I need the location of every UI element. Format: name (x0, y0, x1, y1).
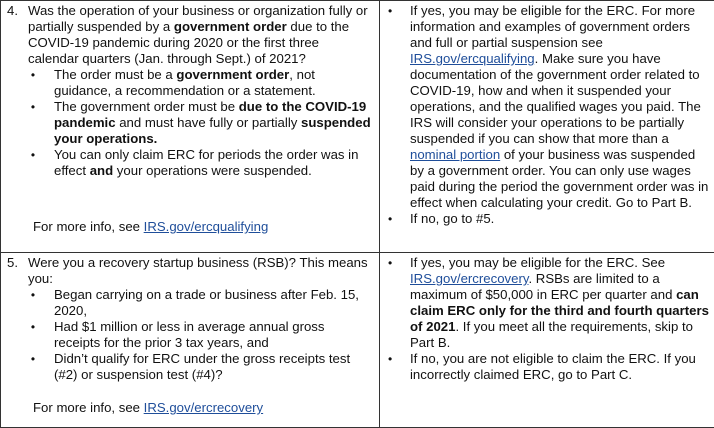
answer-text: . If you meet all the requirements, skip to Part B. (410, 319, 693, 350)
question-4-content (1, 1, 379, 252)
more-info-label: For more info, see (33, 400, 144, 415)
question-5-content (1, 253, 379, 427)
answer-no-item (388, 351, 710, 383)
question-text-part: due to the COVID-19 pandemic during 2020 or the first three calendar quarters (Jan. through Sept.) of 2021? (28, 19, 349, 66)
reference-link[interactable]: IRS.gov/ercqualifying (410, 51, 535, 66)
answer-text: If no, you are not eligible to claim the ERC. If you incorrectly claimed ERC, go to Part C. (410, 351, 696, 382)
criteria-bold-text: and (90, 163, 113, 178)
bullet-icon: • (388, 3, 392, 19)
answer-text: of your business was suspended by a government order. You can only use wages paid during the period the government order was in effect when calculating your credit. Go to Part B. (410, 147, 708, 210)
criteria-item (28, 319, 373, 351)
question-number: 5. (7, 255, 18, 271)
bullet-icon: • (28, 351, 38, 367)
criteria-item (28, 99, 373, 147)
more-info-line (33, 219, 268, 235)
criteria-text: , not guidance, a recommendation or a statement. (54, 67, 316, 98)
answer-4-content (380, 1, 714, 252)
answer-bold-text: can claim ERC only for the third and fourth quarters of 2021 (410, 287, 709, 334)
answer-yes-item (388, 3, 710, 211)
criteria-bold-text: suspended your operations. (54, 115, 371, 146)
criteria-text: The order must be a (54, 67, 176, 82)
answer-list (380, 1, 714, 227)
question-text-part: Were you a recovery startup business (RSB)? This means you: (28, 255, 368, 286)
table-row-4 (1, 1, 714, 253)
criteria-text: The government order must be (54, 99, 239, 114)
bullet-icon: • (388, 255, 392, 271)
answer-list (380, 253, 714, 383)
criteria-item (28, 287, 373, 319)
bullet-icon: • (388, 211, 392, 227)
answer-text: If no, go to #5. (410, 211, 494, 226)
bullet-icon: • (28, 67, 38, 83)
criteria-bold-text: government order (176, 67, 289, 82)
criteria-text: You can only claim ERC for periods the order was in effect (54, 147, 358, 178)
more-info-line (33, 400, 263, 416)
bullet-icon: • (388, 351, 392, 367)
criteria-item (28, 67, 373, 99)
bullet-icon: • (28, 147, 38, 163)
bullet-icon: • (28, 287, 38, 303)
question-text-part: Was the operation of your business or organization fully or partially suspended by a (28, 3, 368, 34)
answer-text: If yes, you may be eligible for the ERC. See (410, 255, 665, 270)
criteria-text: Began carrying on a trade or business after Feb. 15, 2020, (54, 287, 359, 318)
answer-no-item (388, 211, 710, 227)
table-row-5 (1, 253, 714, 428)
question-text (28, 253, 373, 383)
reference-link[interactable]: IRS.gov/ercrecovery (410, 271, 528, 286)
criteria-text: Had $1 million or less in average annual gross receipts for the prior 3 tax years, and (54, 319, 325, 350)
question-cell-5 (1, 253, 380, 428)
bullet-icon: • (28, 99, 38, 115)
criteria-text: Didn’t qualify for ERC under the gross receipts test (#2) or suspension test (#4)? (54, 351, 350, 382)
criteria-list (28, 287, 373, 383)
question-cell-4 (1, 1, 380, 253)
criteria-text: and must have fully or partially (116, 115, 301, 130)
question-text (28, 1, 373, 179)
answer-text: If yes, you may be eligible for the ERC. For more information and examples of government orders and full or partial suspension see (410, 3, 695, 50)
criteria-item (28, 147, 373, 179)
question-bold-text: government order (174, 19, 287, 34)
more-info-link[interactable]: IRS.gov/ercqualifying (144, 219, 269, 234)
criteria-item (28, 351, 373, 383)
answer-text: . Make sure you have documentation of the government order related to COVID-19, how and when it suspended your operations, and the qualified wages you paid. The IRS will consider your operations to be partially suspended if you can show that more than a (410, 51, 701, 146)
answer-cell-5 (380, 253, 714, 428)
question-number: 4. (7, 3, 18, 19)
criteria-text: your operations were suspended. (113, 163, 312, 178)
answer-text: . RSBs are limited to a maximum of $50,000 in ERC per quarter and (410, 271, 676, 302)
more-info-link[interactable]: IRS.gov/ercrecovery (144, 400, 263, 415)
bullet-icon: • (28, 319, 38, 335)
more-info-label: For more info, see (33, 219, 144, 234)
criteria-list (28, 67, 373, 179)
answer-5-content (380, 253, 714, 427)
criteria-bold-text: due to the COVID-19 pandemic (54, 99, 366, 130)
answer-yes-item (388, 255, 710, 351)
answer-cell-4 (380, 1, 714, 253)
reference-link[interactable]: nominal portion (410, 147, 500, 162)
